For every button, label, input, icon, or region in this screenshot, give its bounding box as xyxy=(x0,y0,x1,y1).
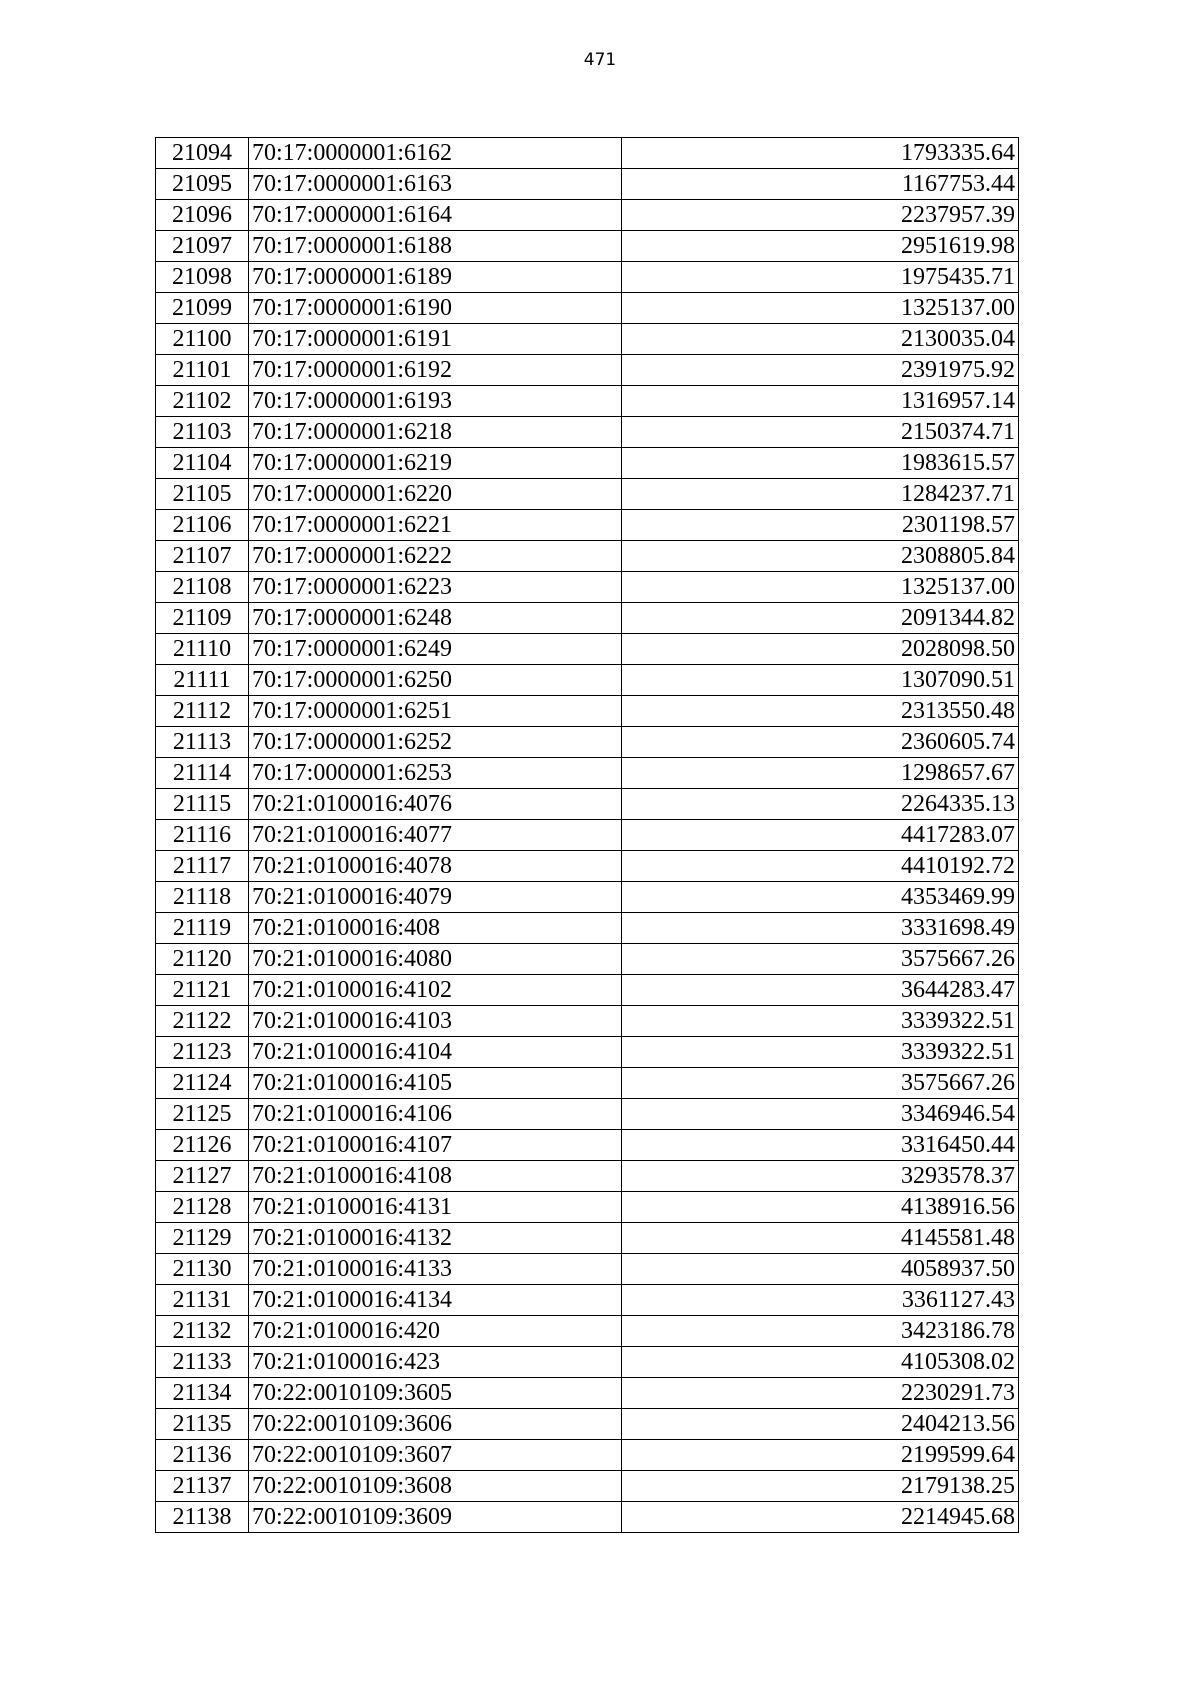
row-number-cell: 21117 xyxy=(156,851,249,882)
row-number-cell: 21131 xyxy=(156,1285,249,1316)
value-cell: 3293578.37 xyxy=(622,1161,1019,1192)
table-row xyxy=(156,510,1019,541)
table-row xyxy=(156,1409,1019,1440)
table-row xyxy=(156,355,1019,386)
value-cell: 3346946.54 xyxy=(622,1099,1019,1130)
value-cell: 4145581.48 xyxy=(622,1223,1019,1254)
cadastral-number-cell: 70:21:0100016:4077 xyxy=(249,820,622,851)
cadastral-number-cell: 70:22:0010109:3607 xyxy=(249,1440,622,1471)
value-cell: 4058937.50 xyxy=(622,1254,1019,1285)
value-cell: 3331698.49 xyxy=(622,913,1019,944)
value-cell: 1298657.67 xyxy=(622,758,1019,789)
row-number-cell: 21103 xyxy=(156,417,249,448)
row-number-cell: 21119 xyxy=(156,913,249,944)
value-cell: 1284237.71 xyxy=(622,479,1019,510)
cadastral-number-cell: 70:17:0000001:6250 xyxy=(249,665,622,696)
value-cell: 3339322.51 xyxy=(622,1006,1019,1037)
row-number-cell: 21132 xyxy=(156,1316,249,1347)
table-row xyxy=(156,1006,1019,1037)
table-row xyxy=(156,324,1019,355)
value-cell: 3339322.51 xyxy=(622,1037,1019,1068)
value-cell: 2313550.48 xyxy=(622,696,1019,727)
cadastral-number-cell: 70:21:0100016:4133 xyxy=(249,1254,622,1285)
cadastral-number-cell: 70:17:0000001:6220 xyxy=(249,479,622,510)
table-row xyxy=(156,1254,1019,1285)
row-number-cell: 21096 xyxy=(156,200,249,231)
row-number-cell: 21109 xyxy=(156,603,249,634)
row-number-cell: 21135 xyxy=(156,1409,249,1440)
cadastral-number-cell: 70:17:0000001:6248 xyxy=(249,603,622,634)
row-number-cell: 21098 xyxy=(156,262,249,293)
row-number-cell: 21112 xyxy=(156,696,249,727)
value-cell: 1167753.44 xyxy=(622,169,1019,200)
table-row xyxy=(156,603,1019,634)
value-cell: 2404213.56 xyxy=(622,1409,1019,1440)
row-number-cell: 21122 xyxy=(156,1006,249,1037)
cadastral-number-cell: 70:21:0100016:4107 xyxy=(249,1130,622,1161)
row-number-cell: 21104 xyxy=(156,448,249,479)
value-cell: 1307090.51 xyxy=(622,665,1019,696)
table-row xyxy=(156,1347,1019,1378)
table-row xyxy=(156,1192,1019,1223)
cadastral-number-cell: 70:17:0000001:6162 xyxy=(249,138,622,169)
row-number-cell: 21094 xyxy=(156,138,249,169)
row-number-cell: 21097 xyxy=(156,231,249,262)
table-row xyxy=(156,758,1019,789)
cadastral-number-cell: 70:17:0000001:6190 xyxy=(249,293,622,324)
value-cell: 4105308.02 xyxy=(622,1347,1019,1378)
value-cell: 4138916.56 xyxy=(622,1192,1019,1223)
cadastral-number-cell: 70:21:0100016:4131 xyxy=(249,1192,622,1223)
value-cell: 1325137.00 xyxy=(622,293,1019,324)
cadastral-number-cell: 70:17:0000001:6193 xyxy=(249,386,622,417)
cadastral-number-cell: 70:17:0000001:6253 xyxy=(249,758,622,789)
table-row xyxy=(156,1099,1019,1130)
table-row xyxy=(156,1285,1019,1316)
value-cell: 2360605.74 xyxy=(622,727,1019,758)
value-cell: 1793335.64 xyxy=(622,138,1019,169)
value-cell: 3361127.43 xyxy=(622,1285,1019,1316)
value-cell: 4417283.07 xyxy=(622,820,1019,851)
cadastral-number-cell: 70:21:0100016:4132 xyxy=(249,1223,622,1254)
cadastral-number-cell: 70:17:0000001:6164 xyxy=(249,200,622,231)
cadastral-number-cell: 70:17:0000001:6218 xyxy=(249,417,622,448)
table-row xyxy=(156,1223,1019,1254)
cadastral-number-cell: 70:17:0000001:6249 xyxy=(249,634,622,665)
table-row xyxy=(156,882,1019,913)
table-row xyxy=(156,789,1019,820)
row-number-cell: 21108 xyxy=(156,572,249,603)
cadastral-number-cell: 70:17:0000001:6163 xyxy=(249,169,622,200)
row-number-cell: 21111 xyxy=(156,665,249,696)
table-row xyxy=(156,696,1019,727)
cadastral-number-cell: 70:21:0100016:4080 xyxy=(249,944,622,975)
value-cell: 3316450.44 xyxy=(622,1130,1019,1161)
table-row xyxy=(156,913,1019,944)
cadastral-number-cell: 70:17:0000001:6222 xyxy=(249,541,622,572)
value-cell: 2391975.92 xyxy=(622,355,1019,386)
cadastral-number-cell: 70:22:0010109:3606 xyxy=(249,1409,622,1440)
row-number-cell: 21129 xyxy=(156,1223,249,1254)
value-cell: 3575667.26 xyxy=(622,944,1019,975)
table-row xyxy=(156,1440,1019,1471)
value-cell: 3423186.78 xyxy=(622,1316,1019,1347)
cadastral-number-cell: 70:17:0000001:6188 xyxy=(249,231,622,262)
table-row xyxy=(156,634,1019,665)
cadastral-number-cell: 70:21:0100016:4078 xyxy=(249,851,622,882)
row-number-cell: 21106 xyxy=(156,510,249,541)
value-cell: 2028098.50 xyxy=(622,634,1019,665)
page-number: 471 xyxy=(583,50,617,70)
row-number-cell: 21137 xyxy=(156,1471,249,1502)
table-row xyxy=(156,386,1019,417)
cadastral-number-cell: 70:22:0010109:3609 xyxy=(249,1502,622,1533)
table-row xyxy=(156,448,1019,479)
cadastral-number-cell: 70:17:0000001:6189 xyxy=(249,262,622,293)
table-row xyxy=(156,1068,1019,1099)
row-number-cell: 21127 xyxy=(156,1161,249,1192)
row-number-cell: 21134 xyxy=(156,1378,249,1409)
cadastral-number-cell: 70:17:0000001:6252 xyxy=(249,727,622,758)
table-row xyxy=(156,1378,1019,1409)
value-cell: 2199599.64 xyxy=(622,1440,1019,1471)
table-row xyxy=(156,851,1019,882)
cadastral-number-cell: 70:21:0100016:420 xyxy=(249,1316,622,1347)
cadastral-number-cell: 70:22:0010109:3605 xyxy=(249,1378,622,1409)
cadastral-number-cell: 70:17:0000001:6191 xyxy=(249,324,622,355)
cadastral-number-cell: 70:21:0100016:4105 xyxy=(249,1068,622,1099)
row-number-cell: 21116 xyxy=(156,820,249,851)
row-number-cell: 21126 xyxy=(156,1130,249,1161)
row-number-cell: 21107 xyxy=(156,541,249,572)
cadastral-number-cell: 70:22:0010109:3608 xyxy=(249,1471,622,1502)
value-cell: 2237957.39 xyxy=(622,200,1019,231)
table-row xyxy=(156,293,1019,324)
value-cell: 2230291.73 xyxy=(622,1378,1019,1409)
table-row xyxy=(156,262,1019,293)
table-row xyxy=(156,820,1019,851)
cadastral-number-cell: 70:21:0100016:4102 xyxy=(249,975,622,1006)
table-row xyxy=(156,665,1019,696)
row-number-cell: 21123 xyxy=(156,1037,249,1068)
value-cell: 2130035.04 xyxy=(622,324,1019,355)
value-cell: 1316957.14 xyxy=(622,386,1019,417)
table-row xyxy=(156,169,1019,200)
row-number-cell: 21110 xyxy=(156,634,249,665)
value-cell: 4410192.72 xyxy=(622,851,1019,882)
value-cell: 3644283.47 xyxy=(622,975,1019,1006)
table-row xyxy=(156,727,1019,758)
table-row xyxy=(156,944,1019,975)
cadastral-number-cell: 70:17:0000001:6221 xyxy=(249,510,622,541)
cadastral-number-cell: 70:21:0100016:423 xyxy=(249,1347,622,1378)
value-cell: 2150374.71 xyxy=(622,417,1019,448)
table-row xyxy=(156,200,1019,231)
table-row xyxy=(156,1130,1019,1161)
row-number-cell: 21099 xyxy=(156,293,249,324)
row-number-cell: 21115 xyxy=(156,789,249,820)
value-cell: 2301198.57 xyxy=(622,510,1019,541)
table-row xyxy=(156,1502,1019,1533)
row-number-cell: 21138 xyxy=(156,1502,249,1533)
cadastral-number-cell: 70:21:0100016:408 xyxy=(249,913,622,944)
row-number-cell: 21102 xyxy=(156,386,249,417)
cadastral-number-cell: 70:21:0100016:4134 xyxy=(249,1285,622,1316)
table-row xyxy=(156,1316,1019,1347)
row-number-cell: 21105 xyxy=(156,479,249,510)
cadastral-number-cell: 70:21:0100016:4079 xyxy=(249,882,622,913)
row-number-cell: 21136 xyxy=(156,1440,249,1471)
data-table xyxy=(155,137,1019,1533)
cadastral-number-cell: 70:17:0000001:6192 xyxy=(249,355,622,386)
table-row xyxy=(156,417,1019,448)
value-cell: 1975435.71 xyxy=(622,262,1019,293)
row-number-cell: 21120 xyxy=(156,944,249,975)
value-cell: 1983615.57 xyxy=(622,448,1019,479)
value-cell: 2308805.84 xyxy=(622,541,1019,572)
row-number-cell: 21113 xyxy=(156,727,249,758)
row-number-cell: 21124 xyxy=(156,1068,249,1099)
row-number-cell: 21133 xyxy=(156,1347,249,1378)
row-number-cell: 21130 xyxy=(156,1254,249,1285)
value-cell: 2214945.68 xyxy=(622,1502,1019,1533)
table-row xyxy=(156,541,1019,572)
value-cell: 3575667.26 xyxy=(622,1068,1019,1099)
table-row xyxy=(156,138,1019,169)
table-row xyxy=(156,1161,1019,1192)
table-row xyxy=(156,572,1019,603)
value-cell: 2091344.82 xyxy=(622,603,1019,634)
row-number-cell: 21128 xyxy=(156,1192,249,1223)
row-number-cell: 21121 xyxy=(156,975,249,1006)
value-cell: 2951619.98 xyxy=(622,231,1019,262)
table-row xyxy=(156,1037,1019,1068)
table-row xyxy=(156,231,1019,262)
row-number-cell: 21101 xyxy=(156,355,249,386)
row-number-cell: 21095 xyxy=(156,169,249,200)
table-body xyxy=(156,138,1019,1533)
cadastral-number-cell: 70:17:0000001:6251 xyxy=(249,696,622,727)
row-number-cell: 21118 xyxy=(156,882,249,913)
cadastral-number-cell: 70:21:0100016:4106 xyxy=(249,1099,622,1130)
value-cell: 2179138.25 xyxy=(622,1471,1019,1502)
value-cell: 4353469.99 xyxy=(622,882,1019,913)
value-cell: 2264335.13 xyxy=(622,789,1019,820)
table-row xyxy=(156,1471,1019,1502)
value-cell: 1325137.00 xyxy=(622,572,1019,603)
cadastral-number-cell: 70:21:0100016:4103 xyxy=(249,1006,622,1037)
cadastral-number-cell: 70:17:0000001:6223 xyxy=(249,572,622,603)
row-number-cell: 21114 xyxy=(156,758,249,789)
table-row xyxy=(156,479,1019,510)
row-number-cell: 21100 xyxy=(156,324,249,355)
cadastral-number-cell: 70:17:0000001:6219 xyxy=(249,448,622,479)
cadastral-number-cell: 70:21:0100016:4076 xyxy=(249,789,622,820)
table-row xyxy=(156,975,1019,1006)
cadastral-number-cell: 70:21:0100016:4104 xyxy=(249,1037,622,1068)
cadastral-number-cell: 70:21:0100016:4108 xyxy=(249,1161,622,1192)
row-number-cell: 21125 xyxy=(156,1099,249,1130)
